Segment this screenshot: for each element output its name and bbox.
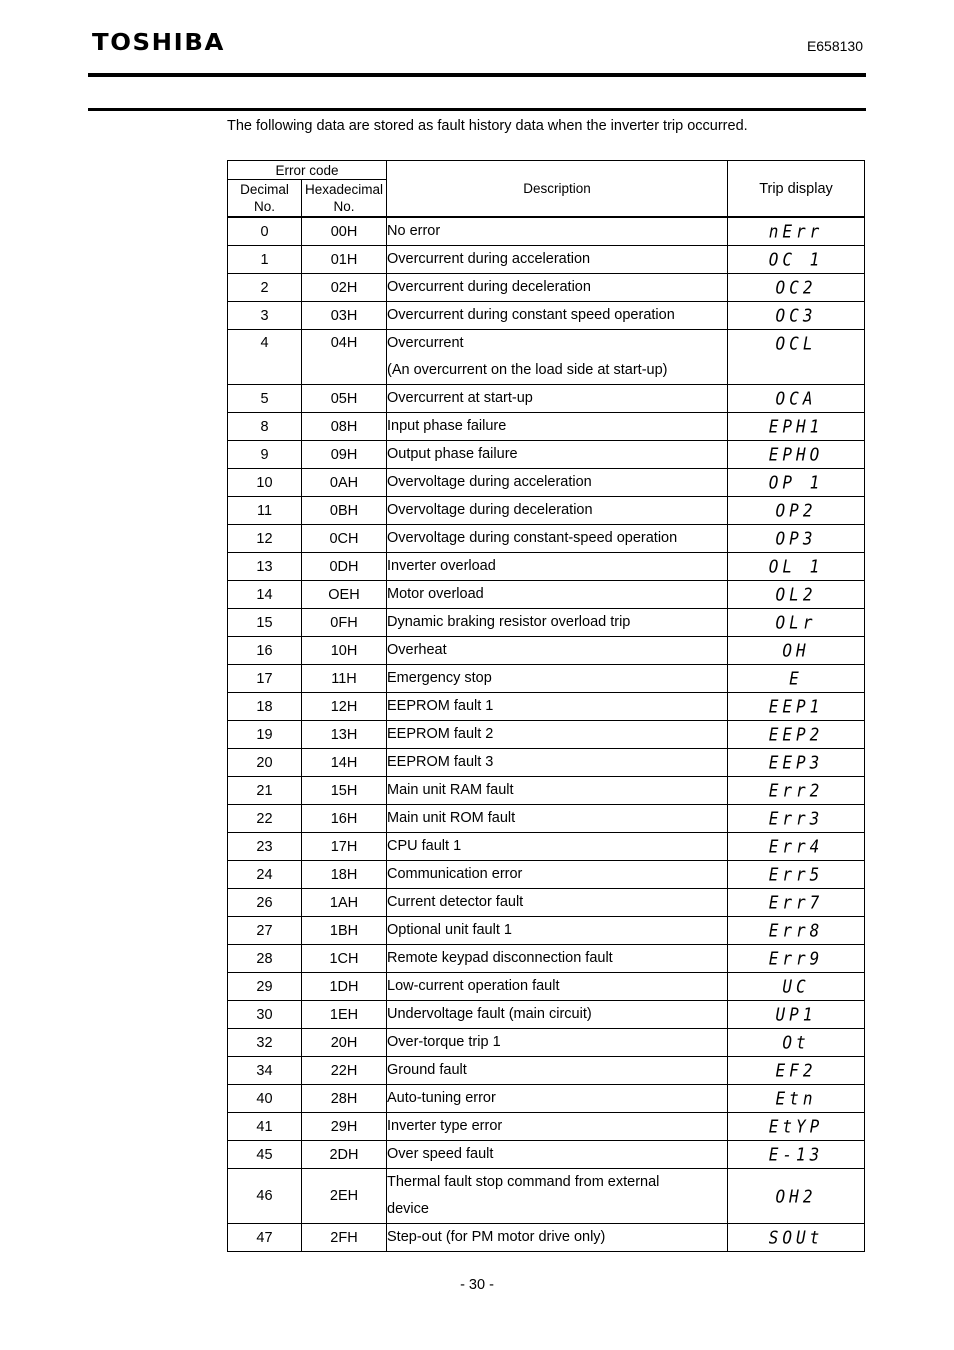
table-row — [228, 749, 865, 777]
description-cell — [387, 1169, 728, 1224]
decimal-cell: 40 — [228, 1085, 302, 1113]
description-line: Emergency stop — [387, 670, 492, 686]
table-row — [228, 246, 865, 274]
description-line: Inverter overload — [387, 558, 496, 574]
hex-cell: 03H — [302, 302, 387, 330]
trip-code: Err3 — [768, 808, 824, 829]
decimal-cell: 47 — [228, 1224, 302, 1252]
hex-cell: 1AH — [302, 889, 387, 917]
trip-code: OC2 — [775, 277, 817, 298]
hex-cell: 09H — [302, 441, 387, 469]
decimal-cell: 29 — [228, 973, 302, 1001]
trip-code: E-13 — [768, 1144, 824, 1165]
description-cell — [387, 246, 728, 274]
table-row — [228, 693, 865, 721]
trip-display-cell — [728, 274, 865, 302]
description-cell — [387, 330, 728, 385]
table-row — [228, 917, 865, 945]
header-rule — [88, 73, 866, 77]
table-row — [228, 861, 865, 889]
table-row — [228, 302, 865, 330]
description-line: EEPROM fault 3 — [387, 754, 494, 770]
hex-cell: 15H — [302, 777, 387, 805]
description-line: Main unit ROM fault — [387, 810, 516, 826]
page-number: - 30 - — [460, 1277, 494, 1293]
trip-display-cell — [728, 330, 865, 385]
trip-display-cell — [728, 441, 865, 469]
trip-code: OP 1 — [768, 472, 824, 493]
trip-code: OCA — [775, 388, 817, 409]
description-line: EEPROM fault 2 — [387, 726, 494, 742]
description-line: EEPROM fault 1 — [387, 698, 494, 714]
trip-code: EtYP — [768, 1116, 824, 1137]
table-row — [228, 581, 865, 609]
trip-code: OP3 — [775, 528, 817, 549]
description-cell — [387, 609, 728, 637]
decimal-cell: 9 — [228, 441, 302, 469]
hex-cell: 02H — [302, 274, 387, 302]
trip-display-cell — [728, 805, 865, 833]
decimal-cell: 23 — [228, 833, 302, 861]
description-line: Main unit RAM fault — [387, 782, 514, 798]
trip-code: UP1 — [775, 1004, 817, 1025]
hex-cell: 0DH — [302, 553, 387, 581]
description-line: Thermal fault stop command from external — [387, 1174, 660, 1190]
description-line: Low-current operation fault — [387, 978, 560, 994]
decimal-cell: 17 — [228, 665, 302, 693]
hex-cell: 1BH — [302, 917, 387, 945]
description-line: Overheat — [387, 642, 447, 658]
table-row — [228, 721, 865, 749]
description-line: Overvoltage during acceleration — [387, 474, 592, 490]
decimal-cell: 27 — [228, 917, 302, 945]
description-line: Overcurrent during acceleration — [387, 251, 591, 267]
description-cell — [387, 1085, 728, 1113]
table-row — [228, 441, 865, 469]
table-row — [228, 1085, 865, 1113]
trip-code: EEP2 — [768, 724, 824, 745]
trip-code: E — [789, 668, 803, 689]
table-row — [228, 945, 865, 973]
trip-display-cell — [728, 721, 865, 749]
hex-cell: 01H — [302, 246, 387, 274]
description-line: Communication error — [387, 866, 523, 882]
description-cell — [387, 274, 728, 302]
trip-display-cell — [728, 637, 865, 665]
table-row — [228, 1169, 865, 1224]
decimal-cell: 34 — [228, 1057, 302, 1085]
decimal-cell: 12 — [228, 525, 302, 553]
trip-display-cell — [728, 945, 865, 973]
decimal-cell: 41 — [228, 1113, 302, 1141]
table-row — [228, 330, 865, 385]
trip-display-cell — [728, 917, 865, 945]
decimal-cell: 8 — [228, 413, 302, 441]
decimal-header: Decimal No. — [228, 180, 302, 218]
description-line: Over speed fault — [387, 1146, 494, 1162]
description-line: Overvoltage during deceleration — [387, 502, 593, 518]
hex-cell: 04H — [302, 330, 387, 385]
trip-display-cell — [728, 217, 865, 246]
trip-code: UC — [782, 976, 810, 997]
description-cell — [387, 889, 728, 917]
description-cell — [387, 1001, 728, 1029]
hex-cell: 05H — [302, 385, 387, 413]
description-cell — [387, 693, 728, 721]
table-row — [228, 385, 865, 413]
description-cell — [387, 1224, 728, 1252]
description-cell — [387, 525, 728, 553]
hex-cell: 12H — [302, 693, 387, 721]
table-row — [228, 777, 865, 805]
description-line: CPU fault 1 — [387, 838, 462, 854]
description-line: Step-out (for PM motor drive only) — [387, 1229, 606, 1245]
trip-code: Etn — [775, 1088, 817, 1109]
description-cell — [387, 1029, 728, 1057]
trip-display-cell — [728, 581, 865, 609]
description-line: Overcurrent during constant speed operation — [387, 307, 675, 323]
trip-display-cell — [728, 1029, 865, 1057]
hex-cell: 08H — [302, 413, 387, 441]
decimal-cell: 21 — [228, 777, 302, 805]
hex-cell: 20H — [302, 1029, 387, 1057]
hex-cell: 11H — [302, 665, 387, 693]
hex-cell: 1EH — [302, 1001, 387, 1029]
description-header: Description — [387, 161, 728, 218]
decimal-cell: 22 — [228, 805, 302, 833]
decimal-cell: 18 — [228, 693, 302, 721]
hex-cell: 2EH — [302, 1169, 387, 1224]
description-cell — [387, 497, 728, 525]
trip-display-cell — [728, 1113, 865, 1141]
trip-display-cell — [728, 861, 865, 889]
decimal-cell: 10 — [228, 469, 302, 497]
description-cell — [387, 413, 728, 441]
hex-cell: 2DH — [302, 1141, 387, 1169]
hex-cell: 28H — [302, 1085, 387, 1113]
decimal-cell: 15 — [228, 609, 302, 637]
table-row — [228, 1141, 865, 1169]
description-line-2: (An overcurrent on the load side at start-up) — [387, 362, 668, 378]
decimal-cell: 30 — [228, 1001, 302, 1029]
trip-display-cell — [728, 385, 865, 413]
table-row — [228, 1224, 865, 1252]
description-line: Motor overload — [387, 586, 484, 602]
hex-cell: 00H — [302, 217, 387, 246]
decimal-cell: 14 — [228, 581, 302, 609]
description-line: Remote keypad disconnection fault — [387, 950, 613, 966]
decimal-cell: 26 — [228, 889, 302, 917]
description-cell — [387, 721, 728, 749]
hex-cell: 16H — [302, 805, 387, 833]
description-line: Optional unit fault 1 — [387, 922, 512, 938]
decimal-cell: 46 — [228, 1169, 302, 1224]
trip-code: EEP1 — [768, 696, 824, 717]
description-cell — [387, 1113, 728, 1141]
trip-display-cell — [728, 777, 865, 805]
trip-code: SOUt — [768, 1227, 824, 1248]
trip-code: OL 1 — [768, 556, 824, 577]
error-code-header: Error code — [228, 161, 387, 180]
hex-cell: OEH — [302, 581, 387, 609]
description-cell — [387, 861, 728, 889]
description-line: Undervoltage fault (main circuit) — [387, 1006, 592, 1022]
description-cell — [387, 217, 728, 246]
table-row — [228, 833, 865, 861]
decimal-cell: 16 — [228, 637, 302, 665]
trip-code: OLr — [775, 612, 817, 633]
trip-code: nErr — [768, 221, 824, 242]
trip-code: EEP3 — [768, 752, 824, 773]
hex-cell: 17H — [302, 833, 387, 861]
decimal-cell: 32 — [228, 1029, 302, 1057]
trip-code: OH2 — [775, 1185, 817, 1207]
description-line-2: device — [387, 1201, 429, 1217]
trip-code: Err9 — [768, 948, 824, 969]
trip-display-cell — [728, 749, 865, 777]
table-row — [228, 1113, 865, 1141]
fault-history-table — [227, 160, 865, 1252]
trip-display-cell — [728, 833, 865, 861]
section-rule — [88, 108, 866, 111]
table-row — [228, 274, 865, 302]
description-cell — [387, 833, 728, 861]
fault-rows — [228, 217, 865, 1252]
table-row — [228, 973, 865, 1001]
decimal-cell: 4 — [228, 330, 302, 385]
trip-display-cell — [728, 413, 865, 441]
hex-cell: 13H — [302, 721, 387, 749]
trip-display-cell — [728, 246, 865, 274]
table-row — [228, 805, 865, 833]
hex-cell: 0AH — [302, 469, 387, 497]
decimal-cell: 0 — [228, 217, 302, 246]
description-cell — [387, 665, 728, 693]
hex-cell: 29H — [302, 1113, 387, 1141]
decimal-cell: 19 — [228, 721, 302, 749]
description-cell — [387, 749, 728, 777]
description-line: Overvoltage during constant-speed operation — [387, 530, 678, 546]
trip-code: Err7 — [768, 892, 824, 913]
description-line: Input phase failure — [387, 418, 507, 434]
description-cell — [387, 777, 728, 805]
table-row — [228, 609, 865, 637]
table-row — [228, 553, 865, 581]
table-row — [228, 1057, 865, 1085]
table-row — [228, 637, 865, 665]
description-cell — [387, 469, 728, 497]
trip-code: EF2 — [775, 1060, 817, 1081]
decimal-cell: 28 — [228, 945, 302, 973]
table-row — [228, 217, 865, 246]
description-cell — [387, 805, 728, 833]
trip-display-cell — [728, 889, 865, 917]
table-row — [228, 1001, 865, 1029]
description-cell — [387, 581, 728, 609]
decimal-cell: 2 — [228, 274, 302, 302]
hex-cell: 10H — [302, 637, 387, 665]
trip-display-cell — [728, 973, 865, 1001]
trip-display-cell — [728, 609, 865, 637]
trip-display-cell — [728, 1224, 865, 1252]
trip-display-cell — [728, 665, 865, 693]
decimal-cell: 11 — [228, 497, 302, 525]
description-cell — [387, 302, 728, 330]
hex-cell: 0FH — [302, 609, 387, 637]
hex-cell: 1CH — [302, 945, 387, 973]
description-line: Inverter type error — [387, 1118, 503, 1134]
description-cell — [387, 385, 728, 413]
description-line: Ground fault — [387, 1062, 467, 1078]
trip-display-cell — [728, 1057, 865, 1085]
description-cell — [387, 441, 728, 469]
trip-display-cell — [728, 1169, 865, 1224]
trip-code: OH — [782, 640, 810, 661]
table-row — [228, 497, 865, 525]
trip-display-cell — [728, 1001, 865, 1029]
toshiba-logo: TOSHIBA — [92, 30, 225, 56]
decimal-cell: 24 — [228, 861, 302, 889]
trip-code: EPHO — [768, 444, 824, 465]
trip-display-cell — [728, 497, 865, 525]
trip-code: Ot — [782, 1032, 810, 1053]
trip-display-cell — [728, 525, 865, 553]
description-line: No error — [387, 223, 441, 239]
description-line: Overcurrent at start-up — [387, 390, 533, 406]
description-line: Output phase failure — [387, 446, 518, 462]
decimal-cell: 13 — [228, 553, 302, 581]
trip-code: EPH1 — [768, 416, 824, 437]
trip-display-cell — [728, 1085, 865, 1113]
description-line: Overcurrent during deceleration — [387, 279, 591, 295]
trip-display-cell — [728, 1141, 865, 1169]
description-cell — [387, 637, 728, 665]
table-row — [228, 413, 865, 441]
decimal-cell: 20 — [228, 749, 302, 777]
table-row — [228, 469, 865, 497]
trip-display-header: Trip display — [728, 161, 865, 218]
trip-code: OL2 — [775, 584, 817, 605]
hex-header: Hexadecimal No. — [302, 180, 387, 218]
description-line: Over-torque trip 1 — [387, 1034, 501, 1050]
trip-code: Err8 — [768, 920, 824, 941]
decimal-cell: 3 — [228, 302, 302, 330]
description-cell — [387, 1057, 728, 1085]
description-cell — [387, 917, 728, 945]
decimal-cell: 1 — [228, 246, 302, 274]
intro-paragraph: The following data are stored as fault history data when the inverter trip occurred. — [227, 118, 748, 134]
description-line: Current detector fault — [387, 894, 524, 910]
document-number: E658130 — [806, 38, 863, 54]
hex-cell: 14H — [302, 749, 387, 777]
hex-cell: 0BH — [302, 497, 387, 525]
trip-code: OCL — [775, 333, 817, 354]
trip-code: OC 1 — [768, 249, 824, 270]
hex-cell: 18H — [302, 861, 387, 889]
description-line: Auto-tuning error — [387, 1090, 496, 1106]
decimal-cell: 5 — [228, 385, 302, 413]
trip-display-cell — [728, 693, 865, 721]
trip-display-cell — [728, 553, 865, 581]
hex-cell: 1DH — [302, 973, 387, 1001]
description-line: Overcurrent — [387, 335, 464, 351]
decimal-cell: 45 — [228, 1141, 302, 1169]
trip-code: Err2 — [768, 780, 824, 801]
description-cell — [387, 973, 728, 1001]
trip-code: OC3 — [775, 305, 817, 326]
description-line: Dynamic braking resistor overload trip — [387, 614, 631, 630]
hex-cell: 2FH — [302, 1224, 387, 1252]
description-cell — [387, 1141, 728, 1169]
hex-cell: 0CH — [302, 525, 387, 553]
trip-display-cell — [728, 469, 865, 497]
table-row — [228, 889, 865, 917]
trip-code: Err5 — [768, 864, 824, 885]
trip-code: Err4 — [768, 836, 824, 857]
description-cell — [387, 553, 728, 581]
table-row — [228, 1029, 865, 1057]
description-cell — [387, 945, 728, 973]
hex-cell: 22H — [302, 1057, 387, 1085]
table-row — [228, 665, 865, 693]
trip-display-cell — [728, 302, 865, 330]
trip-code: OP2 — [775, 500, 817, 521]
table-row — [228, 525, 865, 553]
